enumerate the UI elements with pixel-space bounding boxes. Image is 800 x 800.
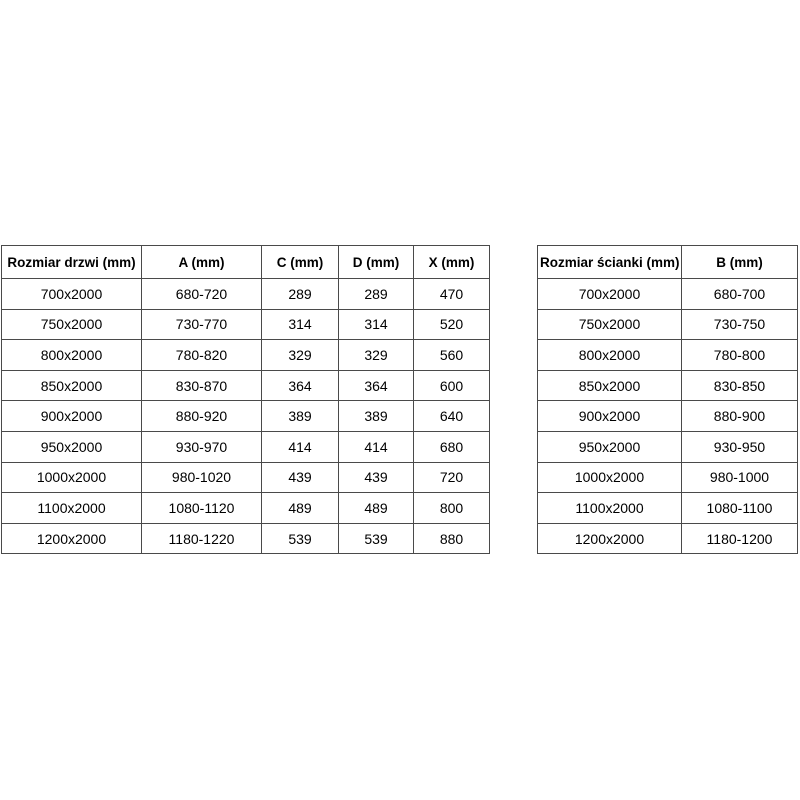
table-row	[538, 462, 798, 493]
table-cell: 560	[414, 340, 490, 371]
table-row	[2, 431, 490, 462]
table-cell: 800	[414, 493, 490, 524]
table-header-cell: Rozmiar ścianki (mm)	[538, 246, 682, 279]
table-cell: 780-800	[682, 340, 798, 371]
table-cell: 980-1020	[142, 462, 262, 493]
table-row	[538, 523, 798, 554]
table-cell: 800x2000	[538, 340, 682, 371]
table-cell: 700x2000	[2, 279, 142, 310]
table-cell: 414	[262, 431, 339, 462]
table-cell: 539	[339, 523, 414, 554]
table-row	[2, 493, 490, 524]
table-cell: 439	[262, 462, 339, 493]
table-row	[538, 370, 798, 401]
table-cell: 470	[414, 279, 490, 310]
table-cell: 730-770	[142, 309, 262, 340]
table-cell: 1080-1100	[682, 493, 798, 524]
table-cell: 780-820	[142, 340, 262, 371]
table-header-cell: B (mm)	[682, 246, 798, 279]
table-cell: 750x2000	[2, 309, 142, 340]
table-cell: 364	[339, 370, 414, 401]
table-header-cell: A (mm)	[142, 246, 262, 279]
table-row	[2, 523, 490, 554]
table-cell: 930-970	[142, 431, 262, 462]
table-cell: 830-870	[142, 370, 262, 401]
table-row	[538, 431, 798, 462]
table-row	[538, 309, 798, 340]
door-dimensions-table	[1, 245, 490, 554]
table-cell: 489	[339, 493, 414, 524]
table-cell: 900x2000	[2, 401, 142, 432]
table-row	[2, 309, 490, 340]
table-cell: 520	[414, 309, 490, 340]
table-header-cell: D (mm)	[339, 246, 414, 279]
table-cell: 950x2000	[538, 431, 682, 462]
table-cell: 730-750	[682, 309, 798, 340]
table-row	[538, 340, 798, 371]
table-cell: 1180-1200	[682, 523, 798, 554]
table-cell: 720	[414, 462, 490, 493]
table-row	[2, 370, 490, 401]
table-row	[2, 401, 490, 432]
table-cell: 1200x2000	[538, 523, 682, 554]
table-header-cell: X (mm)	[414, 246, 490, 279]
table-cell: 700x2000	[538, 279, 682, 310]
table-cell: 900x2000	[538, 401, 682, 432]
table-cell: 289	[262, 279, 339, 310]
table-cell: 289	[339, 279, 414, 310]
table-cell: 364	[262, 370, 339, 401]
table-cell: 750x2000	[538, 309, 682, 340]
table-cell: 329	[339, 340, 414, 371]
table-cell: 489	[262, 493, 339, 524]
table-cell: 850x2000	[2, 370, 142, 401]
table-cell: 314	[339, 309, 414, 340]
table-cell: 439	[339, 462, 414, 493]
table-cell: 1100x2000	[2, 493, 142, 524]
table-cell: 980-1000	[682, 462, 798, 493]
table-cell: 314	[262, 309, 339, 340]
table-cell: 1000x2000	[538, 462, 682, 493]
table-cell: 389	[339, 401, 414, 432]
table-row	[2, 462, 490, 493]
table-cell: 1100x2000	[538, 493, 682, 524]
table-cell: 680	[414, 431, 490, 462]
table-row	[538, 401, 798, 432]
table-cell: 880-920	[142, 401, 262, 432]
table-header-row	[2, 246, 490, 279]
table-cell: 930-950	[682, 431, 798, 462]
table-cell: 1080-1120	[142, 493, 262, 524]
table-cell: 1180-1220	[142, 523, 262, 554]
table-header-cell: C (mm)	[262, 246, 339, 279]
table-cell: 950x2000	[2, 431, 142, 462]
wall-dimensions-table	[537, 245, 798, 554]
table-cell: 800x2000	[2, 340, 142, 371]
table-cell: 1200x2000	[2, 523, 142, 554]
table-cell: 880-900	[682, 401, 798, 432]
table-cell: 389	[262, 401, 339, 432]
table-cell: 640	[414, 401, 490, 432]
table-cell: 680-700	[682, 279, 798, 310]
table-cell: 850x2000	[538, 370, 682, 401]
table-cell: 880	[414, 523, 490, 554]
table-row	[538, 279, 798, 310]
table-cell: 414	[339, 431, 414, 462]
table-cell: 600	[414, 370, 490, 401]
table-cell: 680-720	[142, 279, 262, 310]
table-header-cell: Rozmiar drzwi (mm)	[2, 246, 142, 279]
table-cell: 830-850	[682, 370, 798, 401]
table-cell: 1000x2000	[2, 462, 142, 493]
table-row	[538, 493, 798, 524]
table-cell: 329	[262, 340, 339, 371]
table-row	[2, 340, 490, 371]
table-cell: 539	[262, 523, 339, 554]
table-header-row	[538, 246, 798, 279]
table-row	[2, 279, 490, 310]
